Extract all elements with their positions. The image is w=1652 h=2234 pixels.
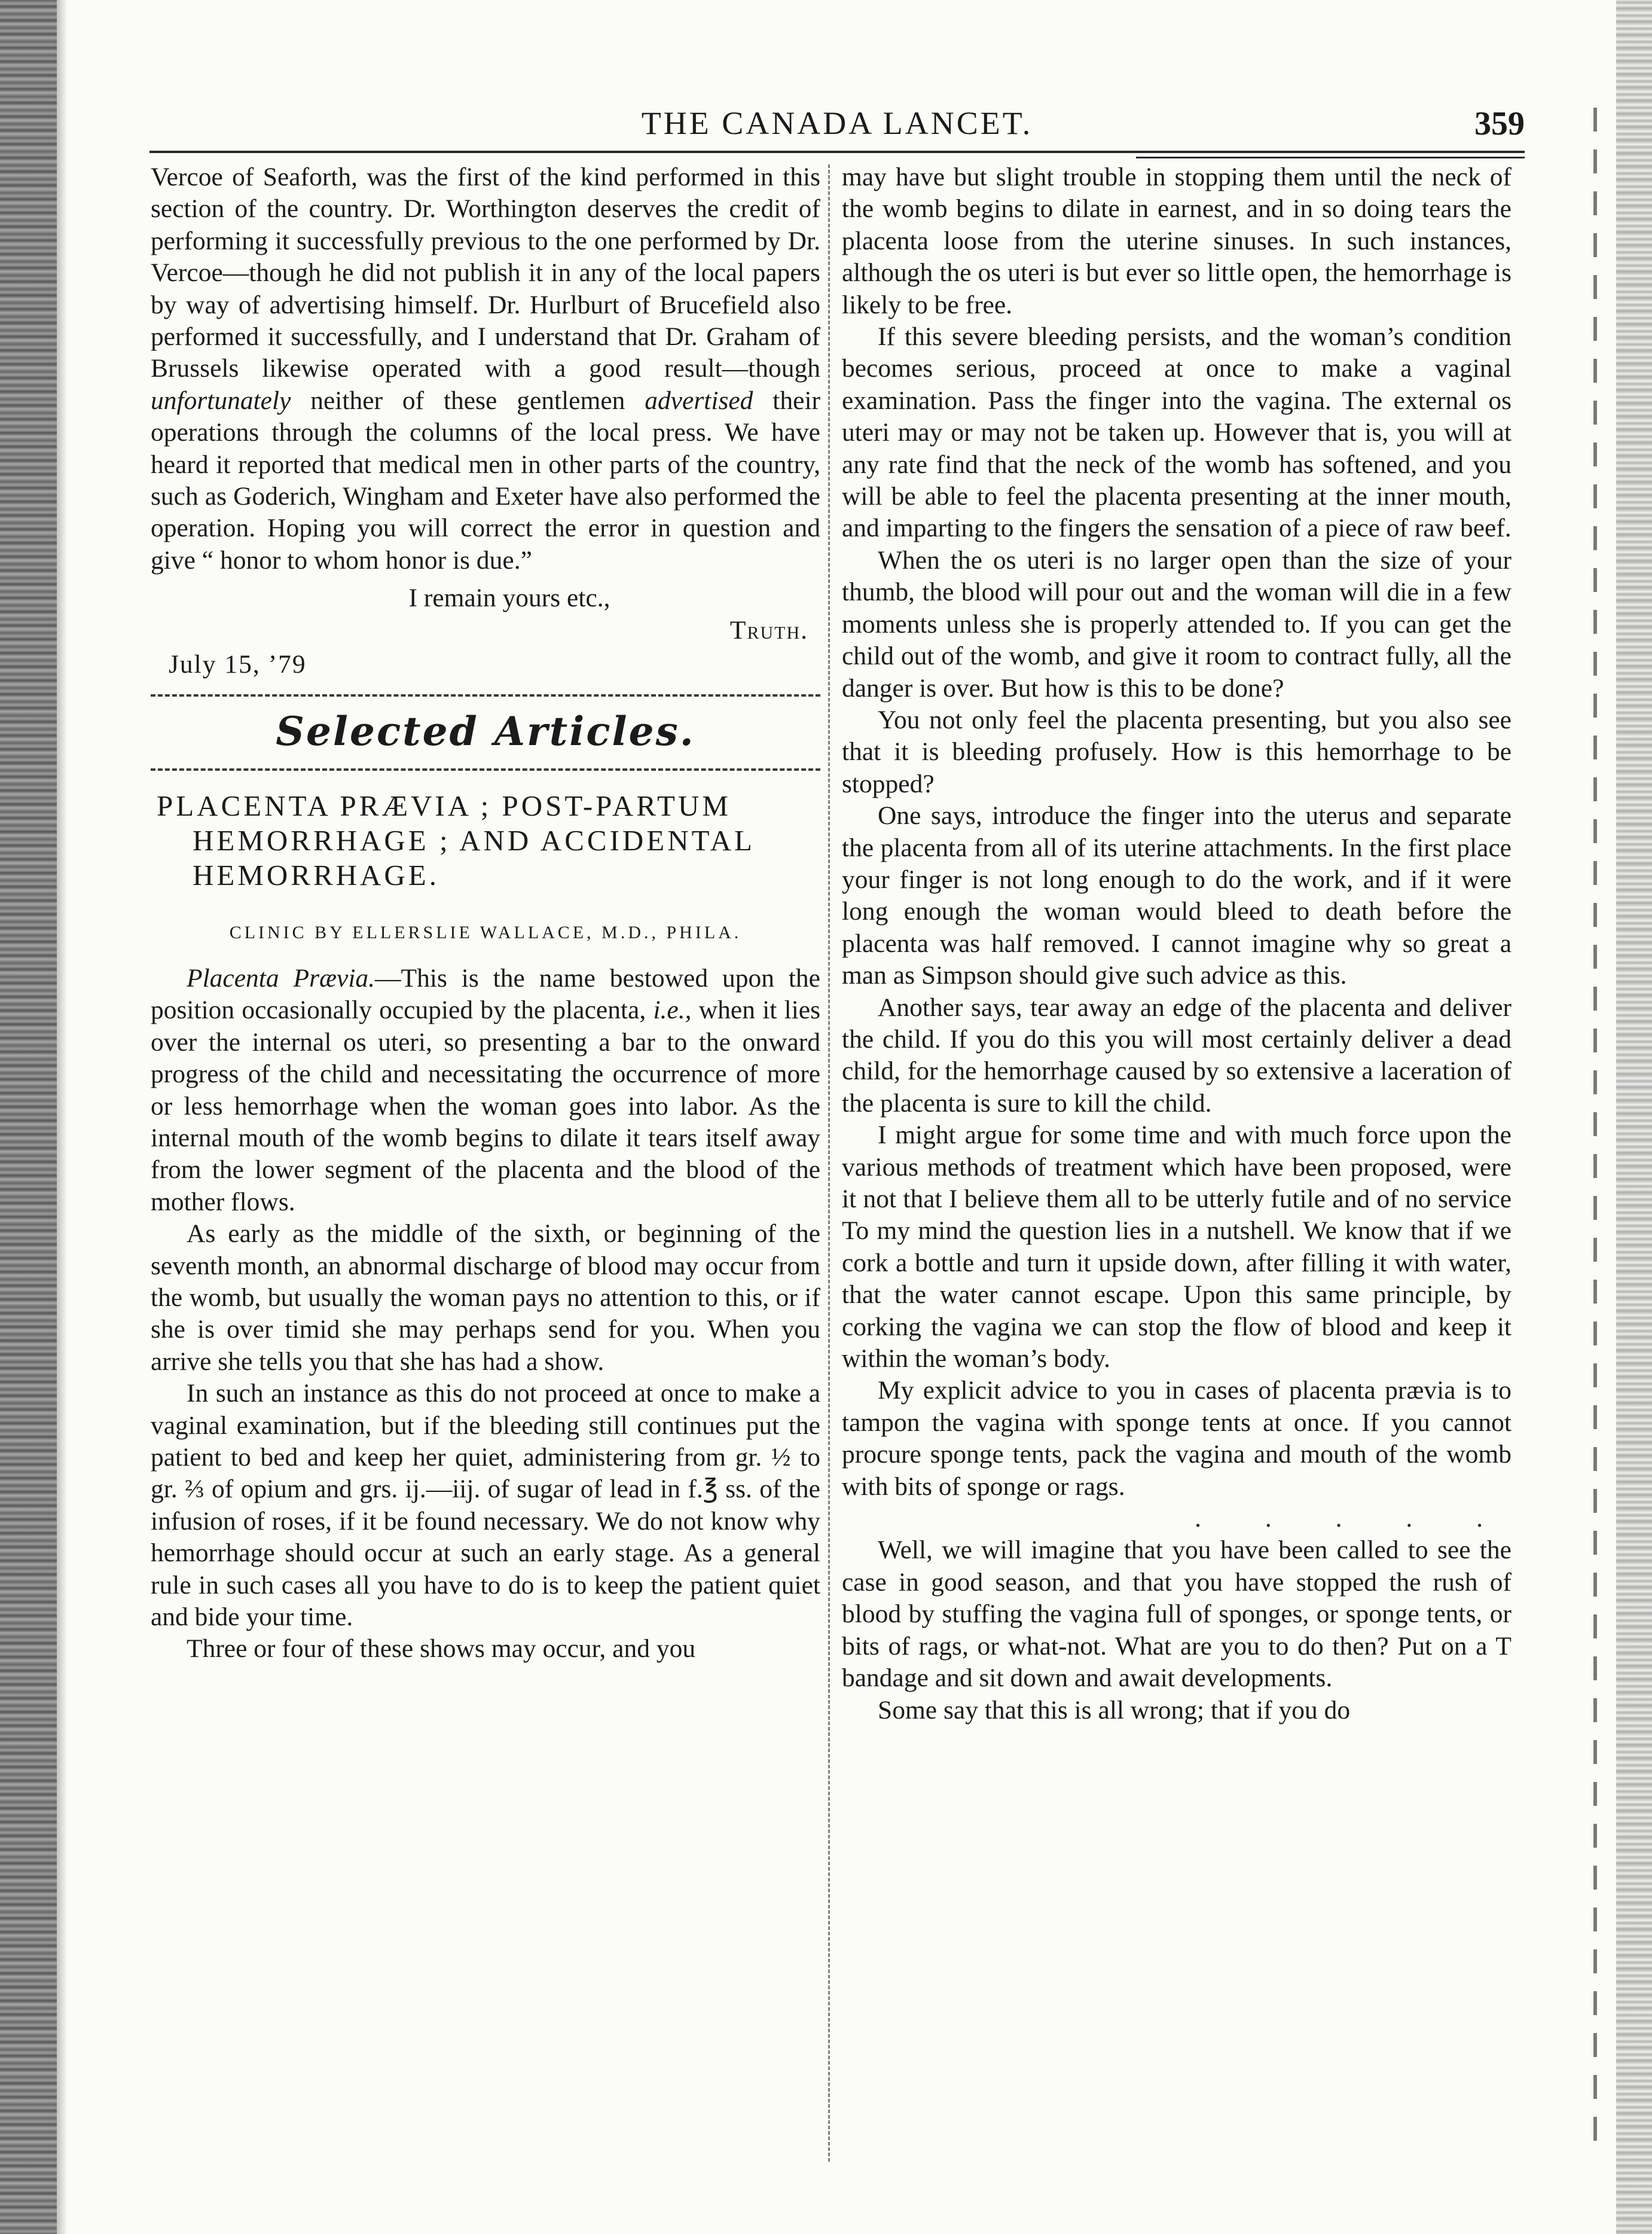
left-column [151,161,820,1665]
article-paragraph: Well, we will imagine that you have been called to see the case in good season, and that you have stopped the rush of blood by stuffing the vagina full of sponges, or sponge tents, or bits of rags, or what-not. What are you to do then? Put on a T bandage and sit down and await developments. [842,1536,1511,1693]
article-paragraph: My explicit advice to you in cases of placenta prævia is to tampon the vagina with sponge tents at once. If you cannot procure sponge tents, pack the vagina and mouth of the womb with bits of sponge or rags. [842,1376,1511,1501]
letter-italic-unfortunately: unfortunately [151,386,291,415]
article-paragraph: Another says, tear away an edge of the placenta and deliver the child. If you do this you will most certainly deliver a dead child, for the hemorrhage caused by so extensive a laceration of the placenta is sure to kill the child. [842,993,1511,1118]
article-paragraph: may have but slight trouble in stopping them until the neck of the womb begins to dilate in earnest, and in so doing tears the placenta loose from the uterine sinuses. In such instances, although the os uteri is but ever so little open, the hemorrhage is likely to be free. [842,163,1511,319]
article-paragraph: Three or four of these shows may occur, and you [187,1634,696,1664]
letter-text-tail: their operations through the columns of the local press. We have heard it reported that medical men in other parts of the country, such as Goderich, Wingham and Exeter have also performed the operation. Hoping you will correct the error in question and give “ honor to whom honor is due.” [151,386,821,575]
omission-dots: . . . . . [1195,1504,1511,1533]
letter-text-mid: neither of these gentlemen [310,386,625,415]
article-paragraph: One says, introduce the finger into the uterus and separate the placenta from all of its uterine attachments. In the first place your finger is not long enough to do the work, and if it were long enough the woman would bleed to death before the placenta was half removed. I cannot imagine why so great a man as Simpson should give such advice as this. [842,801,1511,990]
binding-edge-left [0,0,57,2234]
letter-text: Vercoe of Seaforth, was the first of the kind performed in this section of the country. Dr. Worthington deserves the credit of performing it successfully previous to the one performed by Dr. Vercoe—though he did not publish it in any of the local papers by way of advertising himself. Dr. Hurlburt of Brucefield also performed it successfully, and I understand that Dr. Graham of Brussels likewise operated with a good result—though [151,163,820,383]
header-rule-secondary [1136,157,1525,158]
article-paragraph: As early as the middle of the sixth, or beginning of the seventh month, an abnormal discharge of blood may occur from the womb, but usually the woman pays no attention to this, or if she is over timid she may perhaps send for you. When you arrive she tells you that she has had a show. [151,1219,820,1376]
letter-date: July 15, ’79 [169,650,307,679]
journal-title: THE CANADA LANCET. [641,105,1033,141]
binding-edge-right [1616,0,1652,2234]
article-paragraph: I might argue for some time and with much force upon the various methods of treatment which have been proposed, were it not that I believe them all to be utterly futile and of no service To my mind the question lies in a nutshell. We know that if we cork a bottle and turn it upside down, after filling it with water, that the water cannot escape. Upon this same principle, by corking the vagina we can stop the flow of blood and keep it within the woman’s body. [842,1121,1511,1374]
right-column [842,161,1511,1726]
article-title-line: PLACENTA PRÆVIA ; POST-PARTUM [157,789,731,822]
letter-signature: Truth. [729,615,808,645]
article-paragraph: When the os uteri is no larger open than the size of your thumb, the blood will pour out and the woman will die in a few moments unless she is properly attended to. If you can get the child out of the womb, and give it room to contract fully, all the danger is over. But how is this to be done? [842,545,1511,703]
running-head [149,105,1525,152]
margin-mark-right [1593,108,1597,2141]
article-title [151,789,820,893]
article-title-line: HEMORRHAGE. [193,858,439,892]
paragraph-text: —This is the name bestowed upon the position occasionally occupied by the placenta, [151,963,820,1025]
lead-term: Placenta Prævia. [187,963,375,993]
article-paragraph: If this severe bleeding persists, and the woman’s condition becomes serious, proceed at once to make a vaginal examination. Pass the finger into the vagina. The external os uteri may or may not be taken up. However that is, you will at any rate find that the neck of the womb has softened, and you will be able to feel the placenta presenting at the inner mouth, and imparting to the fingers the sensation of a piece of raw beef. [842,322,1511,543]
letter-italic-advertised: advertised [645,386,753,415]
section-heading: Selected Articles. [276,707,695,755]
header-rule [149,151,1525,153]
article-paragraph: You not only feel the placenta presenting, but you also see that it is bleeding profusely. How is this hemorrhage to be stopped? [842,705,1511,798]
page-number: 359 [1474,105,1525,142]
column-divider [828,164,830,2162]
italic-ie: i.e., [653,996,692,1025]
article-title-line: HEMORRHAGE ; AND ACCIDENTAL [193,823,755,857]
article-byline: CLINIC BY ELLERSLIE WALLACE, M.D., PHILA. [229,922,742,942]
section-divider-bottom [151,768,820,771]
article-paragraph: Some say that this is all wrong; that if you do [878,1695,1351,1725]
paragraph-text: when it lies over the internal os uteri, so presenting a bar to the onward progress of the child and necessitating the occurrence of more or less hemorrhage when the woman goes into labor. As the internal mouth of the womb begins to dilate it tears itself away from the lower segment of the placenta and the blood of the mother flows. [151,996,821,1216]
letter-closing: I remain yours etc., [408,584,610,613]
letter-paragraph [151,161,820,576]
article-paragraph: In such an instance as this do not proceed at once to make a vaginal examination, but if the bleeding still continues put the patient to bed and keep her quiet, administering from gr. ½ to gr. ⅔ of opium and grs. ij.—iij. of sugar of lead in f.℥ ss. of the infusion of roses, if it be found necessary. We do not know why hemorrhage should occur at such an early stage. As a general rule in such cases all you have to do is to keep the patient quiet and bide your time. [151,1379,820,1632]
article-paragraph [151,963,820,1218]
section-divider-top [151,694,820,697]
